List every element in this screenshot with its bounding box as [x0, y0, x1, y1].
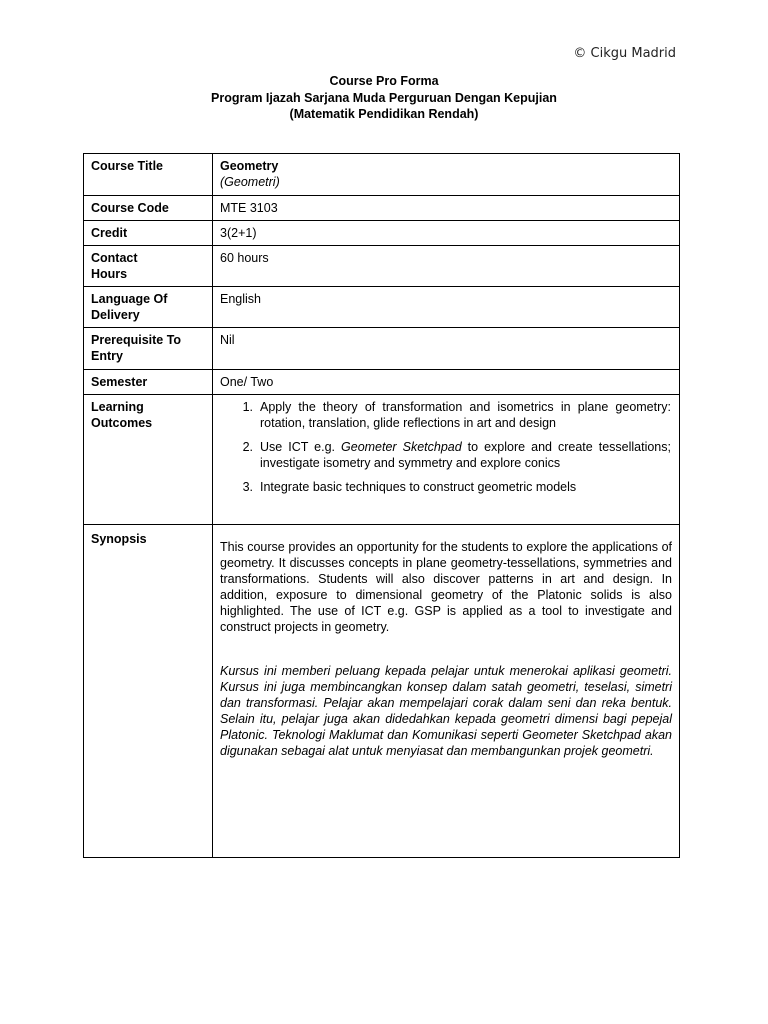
learning-outcomes-label-line1: Learning [91, 400, 144, 414]
course-code-label: Course Code [84, 196, 213, 221]
row-prerequisite [84, 328, 680, 370]
outcome-number: 1. [242, 400, 253, 414]
prerequisite-label-line1: Prerequisite To [91, 333, 182, 347]
learning-outcomes-value [213, 395, 680, 525]
list-item [220, 399, 672, 431]
learning-outcomes-label-line2: Outcomes [91, 416, 153, 430]
learning-outcomes-list [220, 399, 672, 495]
row-semester [84, 370, 680, 395]
outcome-text [260, 439, 672, 471]
course-title-english: Geometry [220, 159, 279, 173]
outcome-text-part: to explore and create tessellations; investigate isometry and symmetry and explore conics [260, 440, 671, 470]
outcome-number: 2. [242, 440, 253, 454]
heading-title: Course Pro Forma [329, 74, 439, 88]
synopsis-label: Synopsis [84, 525, 213, 858]
row-credit [84, 221, 680, 246]
row-course-title [84, 154, 680, 196]
outcome-text-part: Use ICT e.g. [260, 440, 342, 454]
course-code-value: MTE 3103 [213, 196, 680, 221]
heading-program: Program Ijazah Sarjana Muda Perguruan Dengan Kepujian [211, 90, 557, 105]
row-synopsis [84, 525, 680, 858]
prerequisite-value: Nil [213, 328, 680, 370]
semester-label: Semester [84, 370, 213, 395]
heading-subprogram: (Matematik Pendidikan Rendah) [289, 107, 479, 121]
synopsis-value [213, 525, 680, 858]
contact-hours-value: 60 hours [213, 246, 680, 287]
synopsis-malay: Kursus ini memberi peluang kepada pelajar untuk menerokai aplikasi geometri. Kursus ini juga membincangkan konsep dalam satah geometri, teselasi, simetri dan transformasi. Pelajar akan mempelajari corak dalam seni dan reka bentuk. Selain itu, pelajar juga akan didedahkan kepada geometri dimensi bagi pepejal Platonic. Teknologi Maklumat dan Komunikasi seperti Geometer Sketchpad akan digunakan sebagai alat untuk menyiasat dan membangunkan projek geometri. [220, 664, 672, 758]
course-title-value [213, 154, 680, 196]
learning-outcomes-label [84, 395, 213, 525]
prerequisite-label [84, 328, 213, 370]
document-heading [0, 73, 768, 123]
course-title-label: Course Title [84, 154, 213, 196]
contact-hours-label-line1: Contact [91, 251, 138, 265]
contact-hours-label-line2: Hours [91, 267, 128, 281]
copyright-watermark: © Cikgu Madrid [573, 46, 676, 61]
synopsis-english: This course provides an opportunity for the students to explore the applications of geometry. It discusses concepts in plane geometry-tessellations, symmetries and transformations. Students will also discover patterns in art and design. In addition, exposure to dimensional geometry of the Platonic solids is also highlighted. The use of ICT e.g. GSP is applied as a tool to investigate and construct projects in geometry. [220, 540, 672, 634]
outcome-text: Apply the theory of transformation and isometrics in plane geometry: rotation, translation, glide reflections in art and design [260, 400, 671, 430]
list-item [220, 439, 672, 471]
credit-value: 3(2+1) [213, 221, 680, 246]
language-value: English [213, 287, 680, 328]
row-course-code [84, 196, 680, 221]
language-label [84, 287, 213, 328]
language-label-line2: Delivery [91, 308, 140, 322]
outcome-number: 3. [242, 480, 253, 494]
outcome-text: Integrate basic techniques to construct geometric models [260, 480, 577, 494]
prerequisite-label-line2: Entry [91, 349, 123, 363]
list-item [220, 479, 672, 495]
row-contact-hours [84, 246, 680, 287]
row-learning-outcomes [84, 395, 680, 525]
row-language [84, 287, 680, 328]
outcome-text-software: Geometer Sketchpad [341, 440, 462, 454]
course-proforma-table [83, 153, 680, 858]
language-label-line1: Language Of [91, 292, 168, 306]
credit-label: Credit [84, 221, 213, 246]
contact-hours-label [84, 246, 213, 287]
course-title-malay: (Geometri) [220, 175, 280, 189]
semester-value: One/ Two [213, 370, 680, 395]
